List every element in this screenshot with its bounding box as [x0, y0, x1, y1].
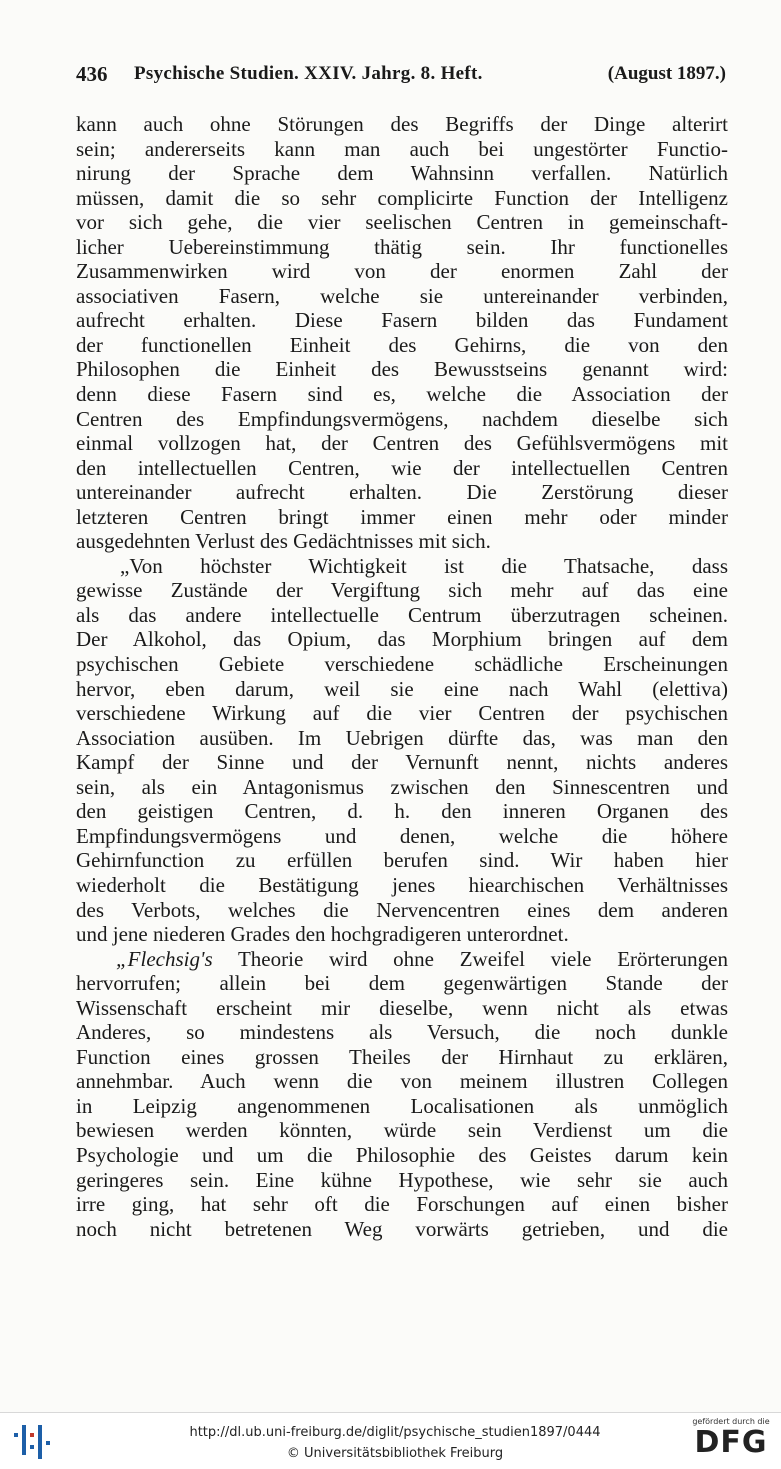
text-line: und jene niederen Grades den hochgradigeren unterordnet.: [76, 922, 569, 947]
text-line: Philosophen die Einheit des Bewusstseins genannt wird:: [76, 357, 728, 382]
text-line: psychischen Gebiete verschiedene schädliche Erscheinungen: [76, 652, 728, 677]
text-line-flechsig: [76, 947, 728, 972]
text-line: kann auch ohne Störungen des Begriffs der Dinge alterirt: [76, 112, 728, 136]
text-line: Wissenschaft erscheint mir dieselbe, wenn nicht als etwas: [76, 995, 728, 1020]
text-line: noch nicht betretenen Weg vorwärts getrieben, und die: [76, 1216, 728, 1241]
text-line: aufrecht erhalten. Diese Fasern bilden das Fundament: [76, 308, 728, 333]
running-header: [76, 62, 726, 92]
text-line-remainder: Theorie wird ohne Zweifel viele Erörterungen: [237, 946, 728, 971]
text-line: Centren des Empfindungsvermögens, nachdem dieselbe sich: [76, 406, 728, 431]
text-line: Zusammenwirken wird von der enormen Zahl der: [76, 259, 728, 284]
text-line: wiederholt die Bestätigung jenes hiearchischen Verhältnisses: [76, 872, 728, 897]
digitization-footer: [0, 1412, 781, 1469]
text-line: den intellectuellen Centren, wie der intellectuellen Centren: [76, 455, 728, 480]
text-line: der functionellen Einheit des Gehirns, die von den: [76, 332, 728, 357]
text-line: nirung der Sprache dem Wahnsinn verfallen. Natürlich: [76, 161, 728, 186]
text-line: Gehirnfunction zu erfüllen berufen sind. Wir haben hier: [76, 848, 728, 873]
text-line: verschiedene Wirkung auf die vier Centren der psychischen: [76, 701, 728, 726]
text-line: Psychologie und um die Philosophie des Geistes darum kein: [76, 1142, 728, 1167]
text-line: Anderes, so mindestens als Versuch, die noch dunkle: [76, 1020, 728, 1045]
copyright-notice: © Universitätsbibliothek Freiburg: [286, 1446, 504, 1461]
text-line: Kampf der Sinne und der Vernunft nennt, nichts anderes: [76, 750, 728, 775]
running-title: Psychische Studien. XXIV. Jahrg. 8. Heft.: [134, 63, 483, 84]
text-line: Der Alkohol, das Opium, das Morphium bringen auf dem: [76, 627, 728, 652]
text-line: letzteren Centren bringt immer einen mehr oder minder: [76, 504, 728, 529]
author-name-flechsig: „Flechsig's: [116, 946, 213, 971]
text-line: des Verbots, welches die Nervencentren eines dem anderen: [76, 897, 728, 922]
text-line: geringeres sein. Eine kühne Hypothese, wie sehr sie auch: [76, 1167, 728, 1192]
text-line: Empfindungsvermögens und denen, welche die höhere: [76, 823, 728, 848]
text-line: sein, als ein Antagonismus zwischen den Sinnescentren und: [76, 774, 728, 799]
issue-date: (August 1897.): [607, 63, 726, 84]
text-line: vor sich gehe, die vier seelischen Centren in gemeinschaft-: [76, 210, 728, 235]
text-line: untereinander aufrecht erhalten. Die Zerstörung dieser: [76, 480, 728, 505]
text-line: denn diese Fasern sind es, welche die Association der: [76, 382, 728, 407]
dfg-logo[interactable]: [691, 1417, 771, 1467]
text-line: sein; andererseits kann man auch bei ungestörter Functio-: [76, 136, 728, 161]
text-line: associativen Fasern, welche sie untereinander verbinden,: [76, 283, 728, 308]
text-line: ausgedehnten Verlust des Gedächtnisses mit sich.: [76, 529, 491, 554]
text-line: einmal vollzogen hat, der Centren des Gefühlsvermögens mit: [76, 431, 728, 456]
text-line: hervorrufen; allein bei dem gegenwärtigen Stande der: [76, 971, 728, 996]
text-line: den geistigen Centren, d. h. den inneren Organen des: [76, 799, 728, 824]
text-line: als das andere intellectuelle Centrum überzutragen scheinen.: [76, 602, 728, 627]
body-text: [76, 112, 728, 1241]
source-url-link[interactable]: http://dl.ub.uni-freiburg.de/diglit/psychische_studien1897/0444: [189, 1425, 601, 1440]
dfg-wordmark: DFG: [694, 1425, 768, 1460]
text-line: Function eines grossen Theiles der Hirnhaut zu erklären,: [76, 1044, 728, 1069]
text-line: gewisse Zustände der Vergiftung sich mehr auf das eine: [76, 578, 728, 603]
text-line: bewiesen werden könnten, würde sein Verdienst um die: [76, 1118, 728, 1143]
text-line: licher Uebereinstimmung thätig sein. Ihr functionelles: [76, 234, 728, 259]
ub-freiburg-logo-icon[interactable]: [10, 1421, 52, 1463]
text-line: hervor, eben darum, weil sie eine nach Wahl (elettiva): [76, 676, 728, 701]
dfg-tagline: gefördert durch die: [692, 1417, 770, 1426]
text-line: müssen, damit die so sehr complicirte Function der Intelligenz: [76, 185, 728, 210]
text-line: annehmbar. Auch wenn die von meinem illustren Collegen: [76, 1069, 728, 1094]
text-line: in Leipzig angenommenen Localisationen als unmöglich: [76, 1093, 728, 1118]
text-line: irre ging, hat sehr oft die Forschungen auf einen bisher: [76, 1192, 728, 1217]
text-line: „Von höchster Wichtigkeit ist die Thatsache, dass: [120, 553, 728, 578]
text-line: Association ausüben. Im Uebrigen dürfte das, was man den: [76, 725, 728, 750]
page-number: 436: [76, 62, 108, 86]
